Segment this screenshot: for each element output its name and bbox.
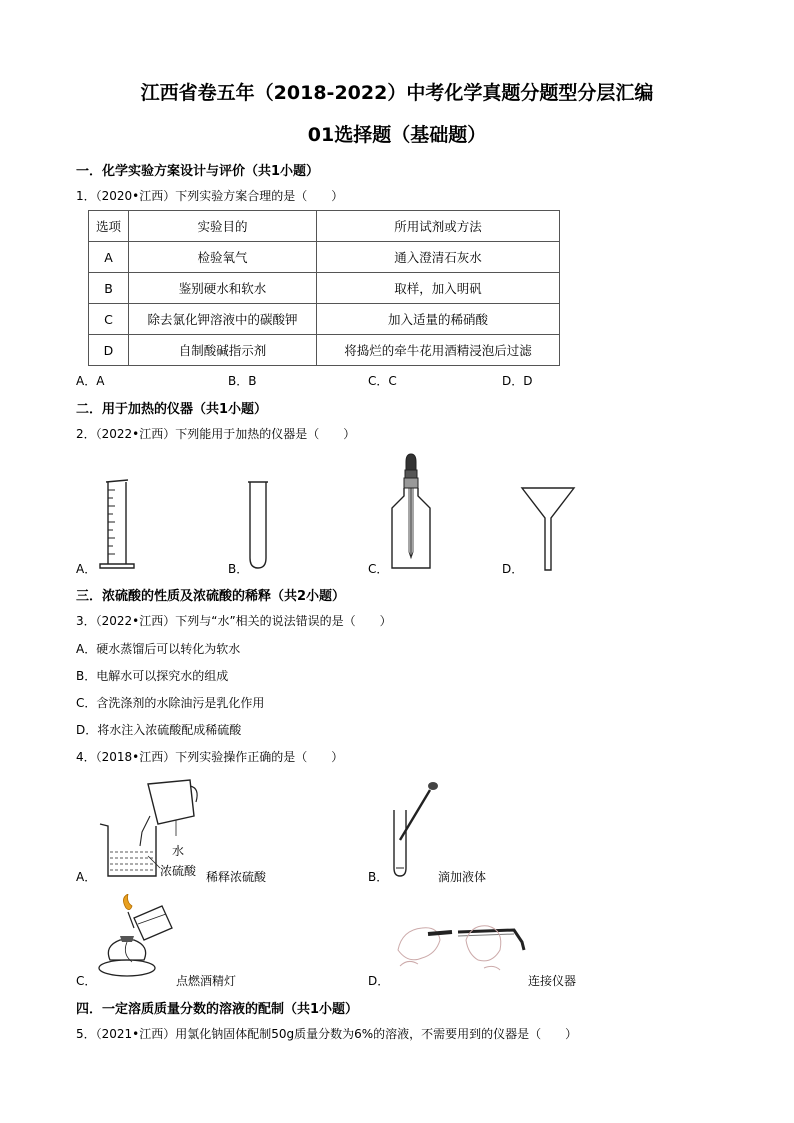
q2-option-b: B． (228, 562, 249, 576)
q3-option-b: B．电解水可以探究水的组成 (76, 669, 229, 683)
reagent-bottle-icon (386, 452, 436, 574)
q3-stem: 3．（2022•江西）下列与“水”相关的说法错误的是（ ） (76, 614, 392, 628)
q4-caption-c: 点燃酒精灯 (176, 974, 237, 988)
section-heading-4: 四．一定溶质质量分数的溶液的配制（共1小题） (76, 1002, 359, 1017)
connect-apparatus-icon (388, 910, 528, 980)
table-cell: D (89, 335, 129, 366)
table-cell: 通入澄清石灰水 (317, 242, 560, 273)
table-header-cell: 选项 (89, 211, 129, 242)
alcohol-lamp-icon (94, 894, 184, 984)
table-row (89, 304, 560, 335)
table-cell: 取样，加入明矾 (317, 273, 560, 304)
q1-table (88, 210, 560, 366)
q2-option-c: C． (368, 562, 389, 576)
graduated-cylinder-icon (98, 476, 138, 572)
table-cell: A (89, 242, 129, 273)
q4-stem: 4．（2018•江西）下列实验操作正确的是（ ） (76, 750, 344, 764)
table-cell: 将捣烂的牵牛花用酒精浸泡后过滤 (317, 335, 560, 366)
page-title: 江西省卷五年（2018-2022）中考化学真题分题型分层汇编 (140, 82, 654, 104)
q1-option-a: A．A (76, 374, 105, 388)
test-tube-icon (244, 478, 272, 572)
section-heading-1: 一．化学实验方案设计与评价（共1小题） (76, 164, 320, 179)
table-cell: 检验氧气 (129, 242, 317, 273)
table-cell: B (89, 273, 129, 304)
q1-option-b: B．B (228, 374, 257, 388)
q5-stem: 5．（2021•江西）用氯化钠固体配制50g质量分数为6%的溶液，不需要用到的仪器是（ ） (76, 1027, 578, 1041)
dropper-test-tube-icon (386, 780, 446, 880)
q4-caption-d: 连接仪器 (528, 974, 577, 988)
q3-option-a: A．硬水蒸馏后可以转化为软水 (76, 642, 241, 656)
q4-option-d: D． (368, 974, 390, 988)
table-row (89, 242, 560, 273)
q4-option-b: B． (368, 870, 389, 884)
page-subtitle: 01选择题（基础题） (307, 124, 487, 146)
q4-option-a: A． (76, 870, 97, 884)
q3-option-c: C．含洗涤剂的水除油污是乳化作用 (76, 696, 265, 710)
table-cell: 加入适量的稀硝酸 (317, 304, 560, 335)
table-row (89, 335, 560, 366)
q2-option-d: D． (502, 562, 524, 576)
table-header-cell: 所用试剂或方法 (317, 211, 560, 242)
q1-option-d: D．D (502, 374, 533, 388)
q4-option-c: C． (76, 974, 97, 988)
section-heading-2: 二．用于加热的仪器（共1小题） (76, 402, 268, 417)
q2-option-a: A． (76, 562, 97, 576)
table-cell: 鉴别硬水和软水 (129, 273, 317, 304)
sulfuric-acid-label: 浓硫酸 (160, 864, 197, 878)
table-header-cell: 实验目的 (129, 211, 317, 242)
table-cell: 自制酸碱指示剂 (129, 335, 317, 366)
q4-caption-a: 稀释浓硫酸 (206, 870, 267, 884)
q1-option-c: C．C (368, 374, 397, 388)
table-cell: C (89, 304, 129, 335)
q3-option-d: D．将水注入浓硫酸配成稀硫酸 (76, 723, 242, 737)
funnel-icon (518, 484, 578, 572)
table-cell: 除去氯化钾溶液中的碳酸钾 (129, 304, 317, 335)
water-label: 水 (172, 844, 185, 858)
table-row (89, 211, 560, 242)
section-heading-3: 三．浓硫酸的性质及浓硫酸的稀释（共2小题） (76, 589, 346, 604)
q2-stem: 2．（2022•江西）下列能用于加热的仪器是（ ） (76, 427, 356, 441)
table-row (89, 273, 560, 304)
q1-stem: 1．（2020•江西）下列实验方案合理的是（ ） (76, 189, 344, 203)
q4-caption-b: 滴加液体 (438, 870, 487, 884)
